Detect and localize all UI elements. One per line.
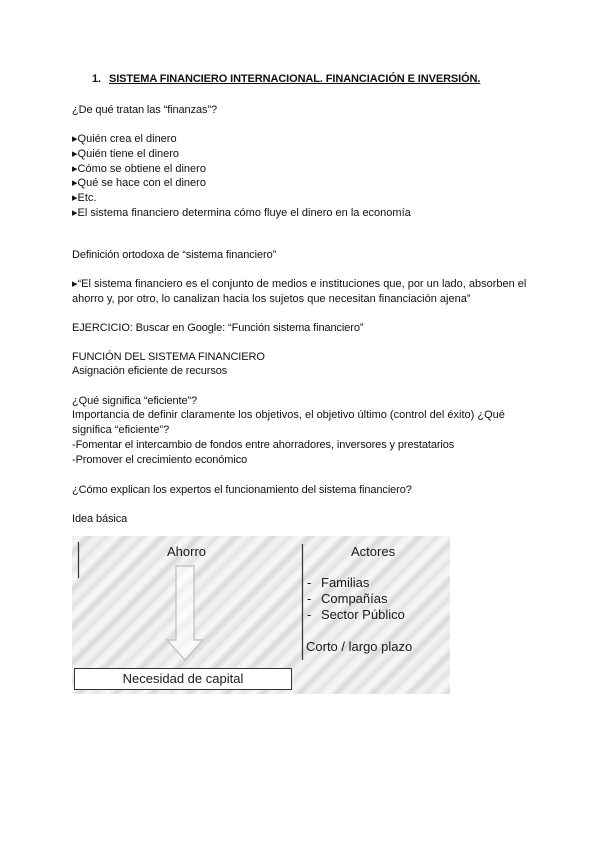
efficient-question: ¿Qué significa “eficiente”?: [72, 395, 198, 407]
point-growth: -Promover el crecimiento económico: [72, 454, 248, 466]
ahorro-label: Ahorro: [167, 544, 207, 559]
bullet-item: ▸Cómo se obtiene el dinero: [72, 162, 206, 175]
actores-label: Actores: [351, 544, 396, 559]
plazo-label: Corto / largo plazo: [306, 639, 413, 654]
bullet-item: ▸Quién crea el dinero: [72, 133, 177, 145]
definition-text: ▸“El sistema financiero es el conjunto de medios e instituciones que, por un lado, absorben el ahorro y, por otro, lo canalizan hacia los sujetos que necesitan financiación ajena”: [72, 278, 527, 305]
exercise-text: EJERCICIO: Buscar en Google: “Función sistema financiero”: [72, 322, 364, 334]
bullet-list: [72, 132, 411, 221]
actor-familias: Familias: [321, 575, 370, 590]
actor-dash: -: [307, 575, 312, 590]
bullet-item: ▸Quién tiene el dinero: [72, 147, 180, 160]
capital-need-label: Necesidad de capital: [122, 671, 244, 686]
section-heading: [92, 72, 480, 86]
actor-sector-publico: Sector Público: [321, 607, 405, 622]
bullet-item: ▸Etc.: [72, 192, 97, 205]
efficient-text: Importancia de definir claramente los objetivos, el objetivo último (control del éxito) ¿Qué significa “eficiente”?: [72, 409, 505, 436]
function-subtitle: Asignación eficiente de recursos: [72, 365, 228, 377]
function-title: FUNCIÓN DEL SISTEMA FINANCIERO: [72, 351, 265, 363]
heading-title: SISTEMA FINANCIERO INTERNACIONAL. FINANCIACIÓN E INVERSIÓN.: [108, 73, 481, 85]
question-finanzas: ¿De qué tratan las “finanzas”?: [72, 104, 217, 116]
point-exchange: -Fomentar el intercambio de fondos entre ahorradores, inversores y prestatarios: [72, 439, 455, 451]
capital-need-box: [74, 668, 292, 690]
actor-companias: Compañías: [321, 591, 388, 606]
basic-idea-label: Idea básica: [72, 513, 128, 525]
bullet-item: ▸El sistema financiero determina cómo fluye el dinero en la economía: [72, 206, 411, 219]
heading-number: 1.: [92, 73, 101, 85]
down-arrow-icon: [167, 566, 203, 660]
experts-question: ¿Cómo explican los expertos el funcionamiento del sistema financiero?: [72, 484, 412, 496]
actor-dash: -: [307, 607, 312, 622]
bullet-item: ▸Qué se hace con el dinero: [72, 177, 206, 190]
definition-title: Definición ortodoxa de “sistema financiero”: [72, 249, 277, 261]
actor-dash: -: [307, 591, 312, 606]
